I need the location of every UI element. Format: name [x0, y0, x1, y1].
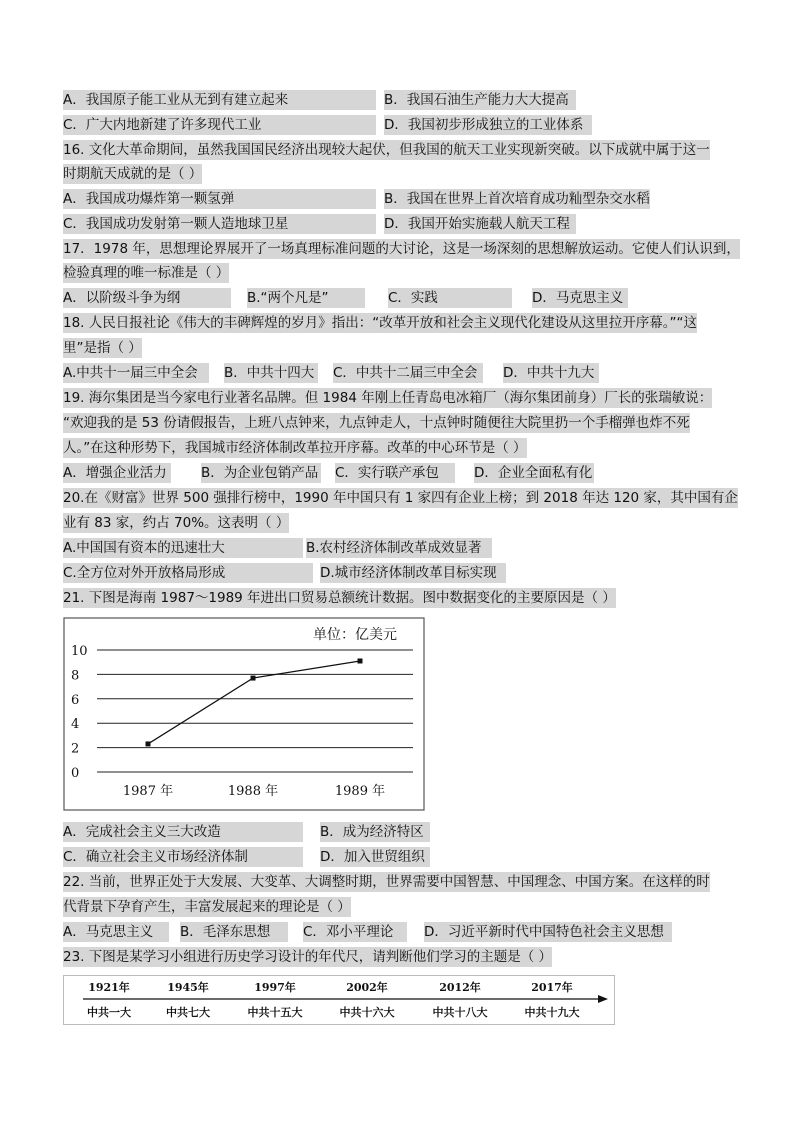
- option-d-text: D．我国初步形成独立的工业体系: [384, 115, 592, 135]
- question-21-stem: 21. 下图是海南 1987～1989 年进出口贸易总额统计数据。图中数据变化的主要原因是（ ）: [63, 590, 616, 606]
- question-20-stem: 20.在《财富》世界 500 强排行榜中，1990 年中国只有 1 家四有企业上榜；到 2018 年达 120 家，其中国有企: [63, 490, 738, 506]
- timeline-year: 1921年: [88, 981, 130, 994]
- question-17-option-c: C．实践: [388, 288, 512, 308]
- timeline-event: 中共七大: [166, 1006, 210, 1019]
- timeline-year: 2012年: [439, 981, 481, 994]
- x-tick-label: 1989 年: [334, 784, 386, 799]
- question-19-stem-cont2: 人。”在这种形势下，我国城市经济体制改革拉开序幕。改革的中心环节是（ ）: [63, 440, 527, 456]
- data-point: [251, 676, 256, 681]
- timeline-year: 2017年: [531, 981, 573, 994]
- chart-unit-label: 单位：亿美元: [313, 627, 397, 643]
- question-16-option-a: A．我国成功爆炸第一颗氢弹: [63, 189, 376, 209]
- timeline-event: 中共十六大: [339, 1006, 395, 1019]
- question-16-option-d: D．我国开始实施载人航天工程: [384, 214, 576, 234]
- question-19-stem-cont: “欢迎我的是 53 份请假报告，上班八点钟来，九点钟走人，十点钟时随便往大院里扔一个手榴弹也炸不死: [63, 415, 690, 431]
- question-19-option-b: B．为企业包销产品: [201, 463, 321, 483]
- question-21-option-c: C．确立社会主义市场经济体制: [63, 847, 303, 867]
- timeline-event: 中共十九大: [524, 1006, 580, 1019]
- question-17-option-d: D．马克思主义: [532, 288, 628, 308]
- timeline-event: 中共一大: [87, 1006, 131, 1019]
- question-20-option-d: D.城市经济体制改革目标实现: [320, 563, 506, 583]
- question-18-stem-cont: 里”是指（ ）: [63, 340, 142, 356]
- y-tick-label: 8: [71, 668, 80, 684]
- y-tick-label: 10: [71, 644, 88, 659]
- question-22-option-d: D．习近平新时代中国特色社会主义思想: [424, 922, 672, 942]
- y-tick-label: 0: [71, 766, 80, 781]
- question-16-stem: 16. 文化大革命期间，虽然我国国民经济出现较大起伏，但我国的航天工业实现新突破。以下成就中属于这一: [63, 142, 710, 158]
- timeline-year: 1997年: [254, 981, 296, 994]
- question-16-option-c: C．我国成功发射第一颗人造地球卫星: [63, 214, 376, 234]
- question-20-option-c: C.全方位对外开放格局形成: [63, 563, 313, 583]
- y-tick-label: 2: [71, 741, 80, 757]
- data-point: [358, 658, 363, 663]
- option-b-text: B．我国石油生产能力大大提高: [384, 90, 576, 110]
- x-tick-label: 1987 年: [122, 784, 174, 799]
- question-18-option-c: C．中共十二届三中全会: [333, 363, 483, 383]
- option-a-text: A．我国原子能工业从无到有建立起来: [63, 90, 376, 110]
- y-tick-label: 4: [71, 717, 80, 733]
- question-21-option-b: B．成为经济特区: [320, 822, 430, 842]
- question-17-stem-cont: 检验真理的唯一标准是（ ）: [63, 265, 230, 281]
- question-18-option-b: B．中共十四大: [224, 363, 318, 383]
- year-timeline: [63, 975, 615, 1025]
- y-tick-label: 6: [71, 692, 80, 708]
- question-22-stem: 22. 当前，世界正处于大发展、大变革、大调整时期，世界需要中国智慧、中国理念、中国方案。在这样的时: [63, 874, 710, 890]
- question-21-option-a: A．完成社会主义三大改造: [63, 822, 303, 842]
- question-17-stem: 17．1978 年，思想理论界展开了一场真理标准问题的大讨论，这是一场深刻的思想解放运动。它使人们认识到，: [63, 241, 740, 257]
- question-16-stem-cont: 时期航天成就的是（ ）: [63, 166, 203, 182]
- question-20-option-a: A.中国国有资本的迅速壮大: [63, 538, 303, 558]
- question-18-option-a: A.中共十一届三中全会: [63, 363, 209, 383]
- question-22-option-a: A．马克思主义: [63, 922, 169, 942]
- question-21-option-d: D．加入世贸组织: [320, 847, 430, 867]
- question-18-stem: 18. 人民日报社论《伟大的丰碑辉煌的岁月》指出：“改革开放和社会主义现代化建设从这里拉开序幕。”“这: [63, 315, 697, 331]
- question-19-option-d: D．企业全面私有化: [474, 465, 593, 481]
- question-22-option-b: B．毛泽东思想: [180, 922, 288, 942]
- question-18-option-d: D．中共十九大: [503, 363, 599, 383]
- question-19-stem: 19. 海尔集团是当今家电行业著名品牌。但 1984 年刚上任青岛电冰箱厂（海尔集团前身）厂长的张瑞敏说：: [63, 390, 713, 406]
- x-tick-label: 1988 年: [227, 784, 279, 799]
- question-20-stem-cont: 业有 83 家，约占 70%。这表明（ ）: [63, 515, 290, 531]
- question-17-option-b: B.“两个凡是”: [247, 288, 365, 308]
- timeline-event: 中共十八大: [432, 1006, 488, 1019]
- option-c-text: C．广大内地新建了许多现代工业: [63, 115, 376, 135]
- question-22-stem-cont: 代背景下孕育产生，丰富发展起来的理论是（ ）: [63, 899, 351, 915]
- question-22-option-c: C．邓小平理论: [303, 922, 407, 942]
- trade-volume-line-chart: [63, 617, 425, 811]
- question-16-option-b: B．我国在世界上首次培育成功籼型杂交水稻: [384, 191, 650, 207]
- question-19-option-a: A．增强企业活力: [63, 463, 171, 483]
- question-17-option-a: A．以阶级斗争为纲: [63, 288, 231, 308]
- timeline-event: 中共十五大: [247, 1006, 303, 1019]
- question-19-option-c: C．实行联产承包: [335, 463, 455, 483]
- data-point: [146, 741, 151, 746]
- question-20-option-b: B.农村经济体制改革成效显著: [306, 538, 492, 558]
- timeline-year: 2002年: [346, 981, 388, 994]
- timeline-year: 1945年: [167, 981, 209, 994]
- question-23-stem: 23. 下图是某学习小组进行历史学习设计的年代尺，请判断他们学习的主题是（ ）: [63, 949, 553, 965]
